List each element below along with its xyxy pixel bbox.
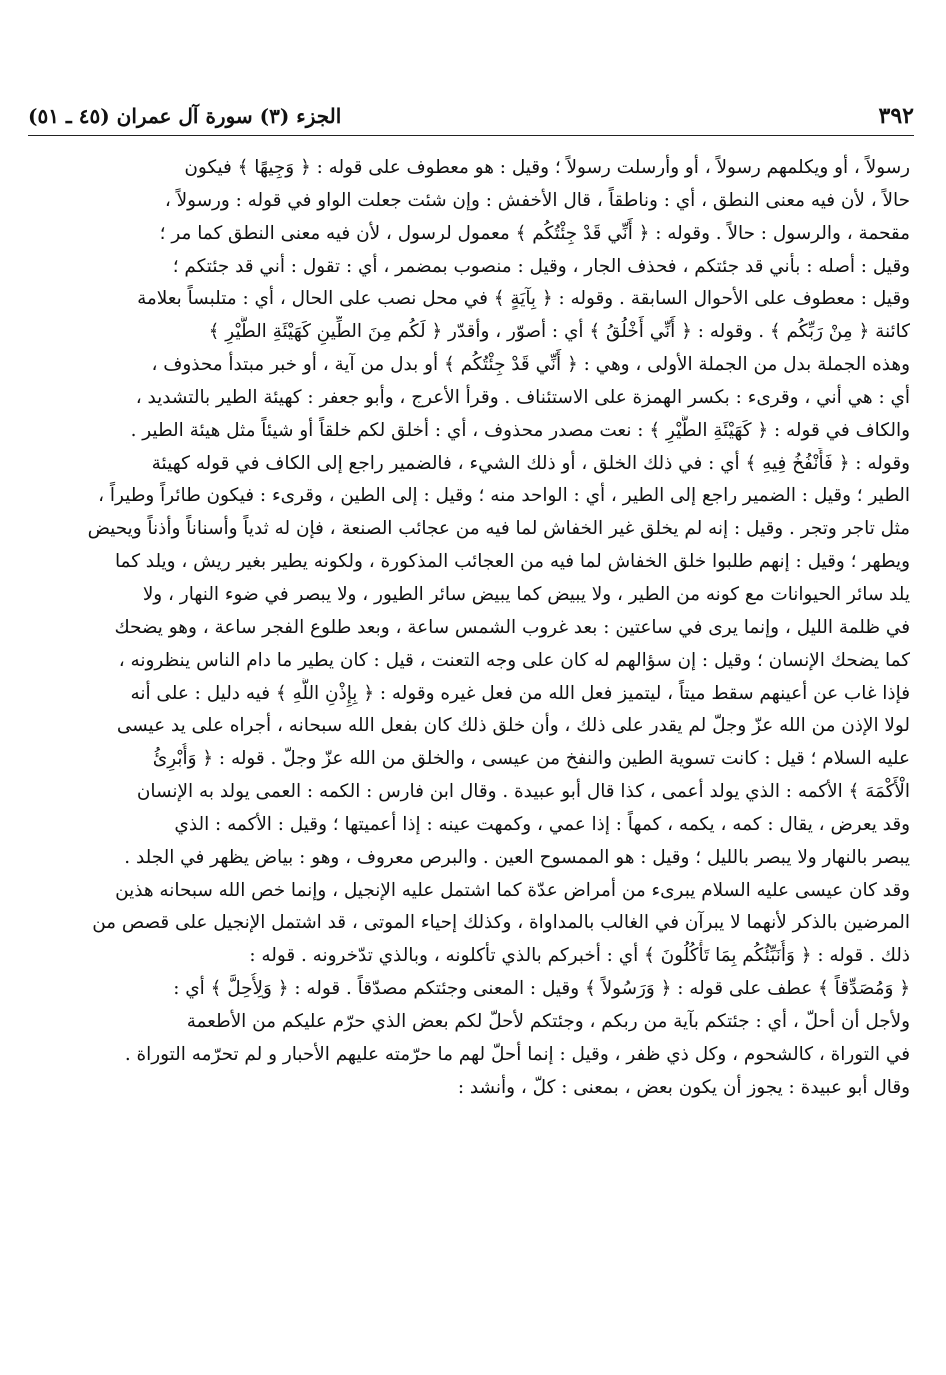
text-line: رسولاً ، أو ويكلمهم رسولاً ، أو وأرسلت رسولاً ؛ وقيل : هو معطوف على قوله : ﴿ وَجِيهًا ﴾ فيكون [184, 157, 910, 178]
text-line: ﴿ وَمُصَدِّقاً ﴾ عطف على قوله : ﴿ وَرَسُولاً ﴾ وقيل : المعنى وجئتكم مصدّقاً . قوله : ﴿ وَلِأُحِلَّ ﴾ أي : [173, 978, 910, 1000]
text-line: كائنة ﴿ مِنْ رَبِّكُم ﴾ . وقوله : ﴿ أَنِّي أَخْلُقُ ﴾ أي : أصوّر ، وأقدّر ﴿ لَكُم مِنَ الطِّينِ كَهَيْئَةِ الطَّيْرِ ﴾ [208, 321, 910, 343]
header-rule [28, 135, 914, 136]
text-line: وقد كان عيسى عليه السلام يبرىء من أمراض عدّة كما اشتمل عليه الإنجيل ، وإنما خص الله سبحانه هذين [115, 879, 910, 901]
text-line: ولأجل أن أحلّ ، أي : جئتكم بآية من ربكم ، وجئتكم لأحلّ لكم بعض الذي حرّم عليكم من الأطعمة [186, 1010, 910, 1032]
text-line: الْأَكْمَهَ ﴾ الأكمه : الذي يولد أعمى ، كذا قال أبو عبيدة . وقال ابن فارس : الكمه : العمى يولد به الإنسان [136, 781, 910, 803]
text-line: في ظلمة الليل ، وإنما يرى في ساعتين : بعد غروب الشمس ساعة ، وبعد طلوع الفجر ساعة ، وهو يضحك [114, 616, 910, 638]
text-line: عليه السلام ؛ قيل : كانت تسوية الطين والنفخ من عيسى ، والخلق من الله عزّ وجلّ . قوله : ﴿ وَأُبْرِئُ [152, 748, 910, 770]
text-line: وقيل : أصله : بأني قد جئتكم ، فحذف الجار ، وقيل : منصوب بمضمر ، أي : تقول : أني قد جئتكم ؛ [172, 255, 910, 277]
page-header [28, 100, 914, 136]
text-line: يبصر بالنهار ولا يبصر بالليل ؛ وقيل : هو الممسوح العين . والبرص معروف ، وهو : بياض يظهر في الجلد . [124, 846, 910, 868]
text-line: في التوراة ، كالشحوم ، وكل ذي ظفر ، وقيل : إنما أحلّ لهم ما حرّمته عليهم الأحبار و لم تحرّمه التوراة . [124, 1043, 910, 1065]
text-line: مثل تاجر وتجر . وقيل : إنه لم يخلق غير الخفاش لما فيه من عجائب الصنعة ، فإن له ثدياً وأسناناً وأذناً ويحيض [87, 518, 910, 540]
text-line: كما يضحك الإنسان ؛ وقيل : إن سؤالهم له كان على وجه التعنت ، قيل : كان يطير ما دام الناس ينظرونه ، [118, 649, 910, 671]
body-text [36, 152, 910, 1104]
text-line: وقد يعرض ، يقال : كمه ، يكمه ، كمهاً : إذا عمي ، وكمهت عينه : إذا أعميتها ؛ وقيل : الأكمه : الذي [174, 813, 910, 835]
text-line: المرضين بالذكر لأنهما لا يبرآن في الغالب بالمداواة ، وكذلك إحياء الموتى ، قد اشتمل الإنجيل على قصص من [92, 912, 910, 934]
text-line: أي : هي أني ، وقرىء : بكسر الهمزة على الاستئناف . وقرأ الأعرج ، وأبو جعفر : كهيئة الطير بالتشديد ، [135, 386, 910, 408]
text-line: ويطهر ؛ وقيل : إنهم طلبوا خلق الخفاش لما فيه من العجائب المذكورة ، ولكونه يطير بغير ريش ، ويلد كما [114, 551, 910, 573]
text-line: حالاً ، لأن فيه معنى النطق ، أي : وناطقاً ، قال الأخفش : وإن شئت جعلت الواو في قوله : ورسولاً ، [164, 189, 910, 211]
text-line: الطير ؛ وقيل : الضمير راجع إلى الطير ، أي : الواحد منه ؛ وقيل : إلى الطين ، وقرىء : فيكون طائراً وطيراً ، [98, 485, 910, 507]
text-line: لولا الإذن من الله عزّ وجلّ لم يقدر على ذلك ، وأن خلق ذلك كان بفعل الله سبحانه ، أجراه على يد عيسى [116, 715, 910, 737]
running-title: الجزء (٣) سورة آل عمران (٤٥ ـ ٥١) [28, 104, 342, 128]
page-number: ٣٩٢ [878, 103, 914, 129]
text-line: يلد سائر الحيوانات مع كونه من الطير ، ولا يبيض كما يبيض سائر الطيور ، ولا يبصر في ضوء النهار ، ولا [142, 583, 910, 605]
text-line: مقحمة ، والرسول : حالاً . وقوله : ﴿ أَنِّي قَدْ جِئْتُكُم ﴾ معمول لرسول ، لأن فيه معنى النطق كما مر ؛ [159, 222, 910, 244]
text-line: فإذا غاب عن أعينهم سقط ميتاً ، ليتميز فعل الله من فعل غيره وقوله : ﴿ بِإِذْنِ اللَّهِ ﴾ فيه دليل : على أنه [130, 682, 910, 704]
text-line: وهذه الجملة بدل من الجملة الأولى ، وهي : ﴿ أَنِّي قَدْ جِئْتُكُم ﴾ أو بدل من آية ، أو خبر مبتدأ محذوف ، [151, 354, 910, 376]
text-line: وقوله : ﴿ فَأَنْفُخُ فِيهِ ﴾ أي : في ذلك الخلق ، أو ذلك الشيء ، فالضمير راجع إلى الكاف في قوله كهيئة [151, 452, 910, 474]
text-line: ذلك . قوله : ﴿ وَأُنَبِّئُكُم بِمَا تَأْكُلُونَ ﴾ أي : أخبركم بالذي تأكلونه ، وبالذي تدّخرونه . قوله : [249, 945, 910, 967]
text-line: وقيل : معطوف على الأحوال السابقة . وقوله : ﴿ بِآيَةٍ ﴾ في محل نصب على الحال ، أي : متلبساً بعلامة [137, 288, 910, 310]
text-line: والكاف في قوله : ﴿ كَهَيْئَةِ الطَّيْرِ ﴾ : نعت مصدر محذوف ، أي : أخلق لكم خلقاً أو شيئاً مثل هيئة الطير . [130, 419, 910, 441]
text-line: وقال أبو عبيدة : يجوز أن يكون بعض ، بمعنى : كلّ ، وأنشد : [457, 1076, 910, 1098]
